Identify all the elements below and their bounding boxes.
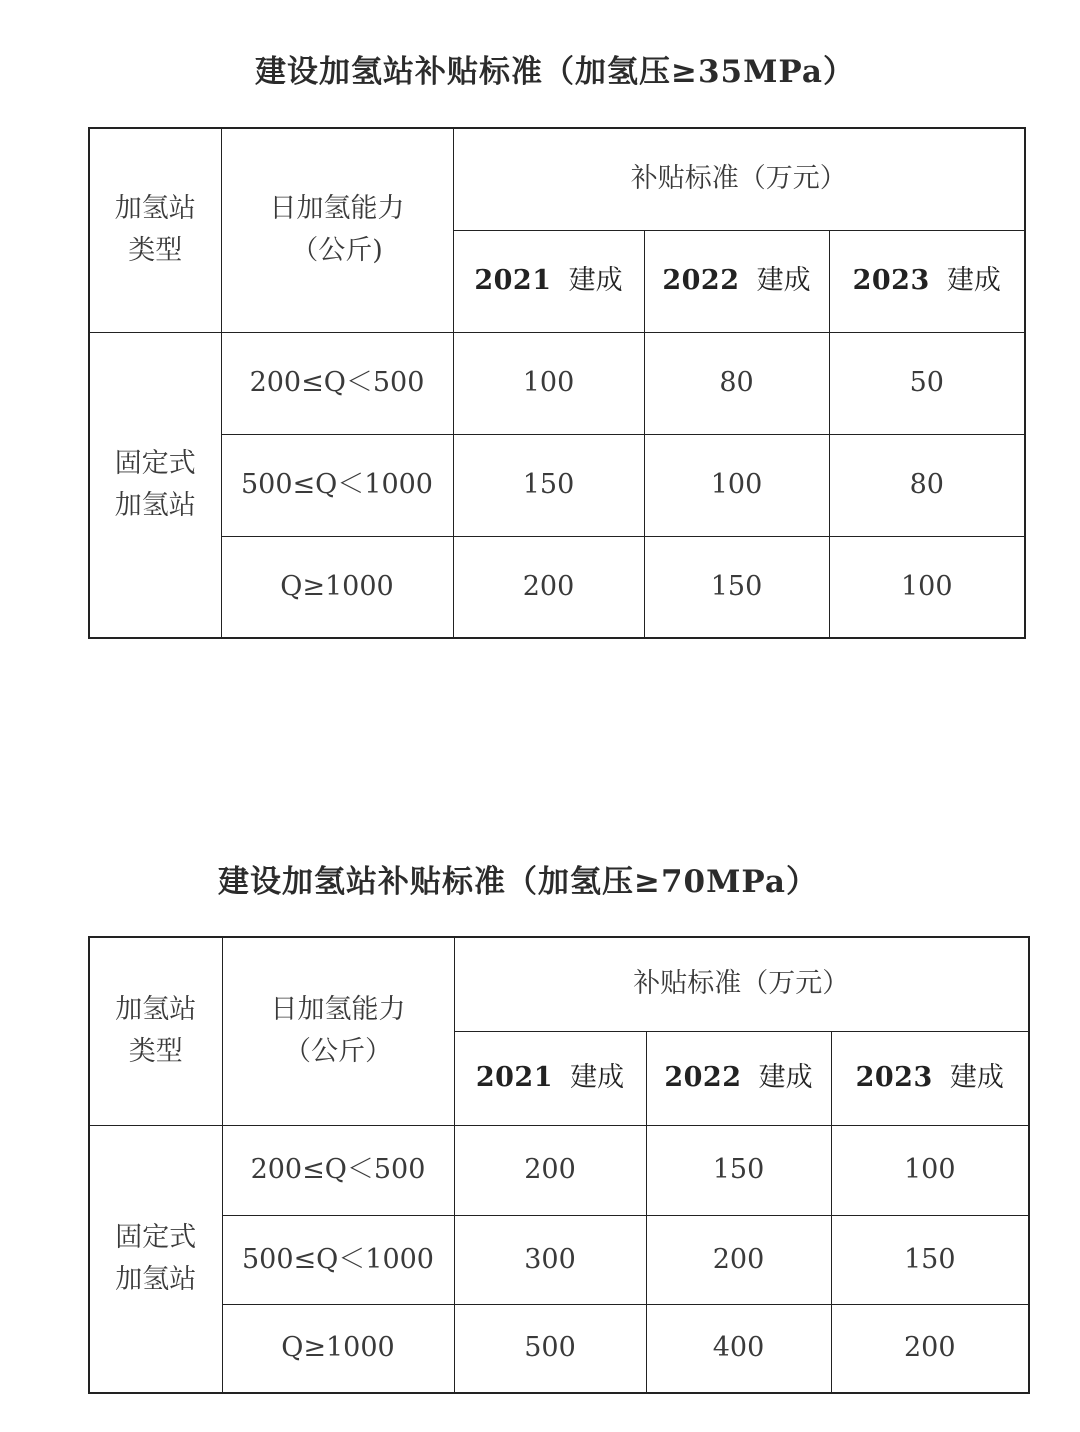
value-cell-2022: 150 bbox=[644, 536, 829, 638]
value-cell-2023: 50 bbox=[829, 332, 1025, 434]
station-type-cell bbox=[89, 332, 221, 638]
capacity-cell: Q≥1000 bbox=[221, 536, 453, 638]
station-type-header bbox=[89, 128, 221, 332]
capacity-header-line2: （公斤） bbox=[284, 1036, 392, 1068]
subsidy-standard-header: 补贴标准（万元） bbox=[453, 128, 1025, 230]
capacity-header-line2: （公斤) bbox=[291, 235, 383, 267]
subsidy-table-70mpa bbox=[88, 936, 1030, 1394]
year-header-2022: 2022 建成 bbox=[646, 1031, 831, 1125]
subsidy-table-35mpa bbox=[88, 127, 1026, 639]
value-cell-2021: 200 bbox=[453, 536, 644, 638]
year-header-2022: 2022 建成 bbox=[644, 230, 829, 332]
value-cell-2023: 100 bbox=[831, 1125, 1029, 1215]
table-title-70mpa: 建设加氢站补贴标准（加氢压≥70MPa） bbox=[218, 864, 818, 900]
capacity-cell: Q≥1000 bbox=[222, 1304, 454, 1393]
station-type-line2: 加氢站 bbox=[115, 1263, 197, 1295]
value-cell-2021: 100 bbox=[453, 332, 644, 434]
value-cell-2023: 150 bbox=[831, 1215, 1029, 1304]
value-cell-2021: 500 bbox=[454, 1304, 646, 1393]
station-type-header-line2: 类型 bbox=[128, 235, 183, 267]
table-row bbox=[89, 1215, 1029, 1304]
value-cell-2023: 100 bbox=[829, 536, 1025, 638]
year-header-2023: 2023 建成 bbox=[831, 1031, 1029, 1125]
capacity-header bbox=[222, 937, 454, 1125]
capacity-cell: 500≤Q＜1000 bbox=[221, 434, 453, 536]
header-row bbox=[89, 937, 1029, 1031]
station-type-header-line1: 加氢站 bbox=[115, 994, 197, 1026]
capacity-header-line1: 日加氢能力 bbox=[270, 994, 406, 1026]
value-cell-2023: 200 bbox=[831, 1304, 1029, 1393]
table-row bbox=[89, 1304, 1029, 1393]
station-type-header-line2: 类型 bbox=[128, 1036, 183, 1068]
value-cell-2022: 400 bbox=[646, 1304, 831, 1393]
value-cell-2021: 150 bbox=[453, 434, 644, 536]
table-row bbox=[89, 332, 1025, 434]
subsidy-standard-header: 补贴标准（万元） bbox=[454, 937, 1029, 1031]
station-type-line1: 固定式 bbox=[115, 1221, 197, 1253]
year-header-2023: 2023 建成 bbox=[829, 230, 1025, 332]
table-row bbox=[89, 434, 1025, 536]
station-type-line2: 加氢站 bbox=[114, 489, 196, 521]
value-cell-2022: 80 bbox=[644, 332, 829, 434]
capacity-header bbox=[221, 128, 453, 332]
table-row bbox=[89, 536, 1025, 638]
station-type-line1: 固定式 bbox=[114, 447, 196, 479]
capacity-header-line1: 日加氢能力 bbox=[269, 193, 405, 225]
header-row bbox=[89, 128, 1025, 230]
year-header-2021: 2021 建成 bbox=[453, 230, 644, 332]
value-cell-2022: 200 bbox=[646, 1215, 831, 1304]
station-type-header bbox=[89, 937, 222, 1125]
table-title-35mpa: 建设加氢站补贴标准（加氢压≥35MPa） bbox=[255, 54, 855, 90]
capacity-cell: 500≤Q＜1000 bbox=[222, 1215, 454, 1304]
table-row bbox=[89, 1125, 1029, 1215]
year-header-2021: 2021 建成 bbox=[454, 1031, 646, 1125]
value-cell-2021: 300 bbox=[454, 1215, 646, 1304]
station-type-cell bbox=[89, 1125, 222, 1393]
capacity-cell: 200≤Q＜500 bbox=[221, 332, 453, 434]
station-type-header-line1: 加氢站 bbox=[114, 193, 196, 225]
value-cell-2023: 80 bbox=[829, 434, 1025, 536]
value-cell-2022: 100 bbox=[644, 434, 829, 536]
capacity-cell: 200≤Q＜500 bbox=[222, 1125, 454, 1215]
value-cell-2022: 150 bbox=[646, 1125, 831, 1215]
value-cell-2021: 200 bbox=[454, 1125, 646, 1215]
